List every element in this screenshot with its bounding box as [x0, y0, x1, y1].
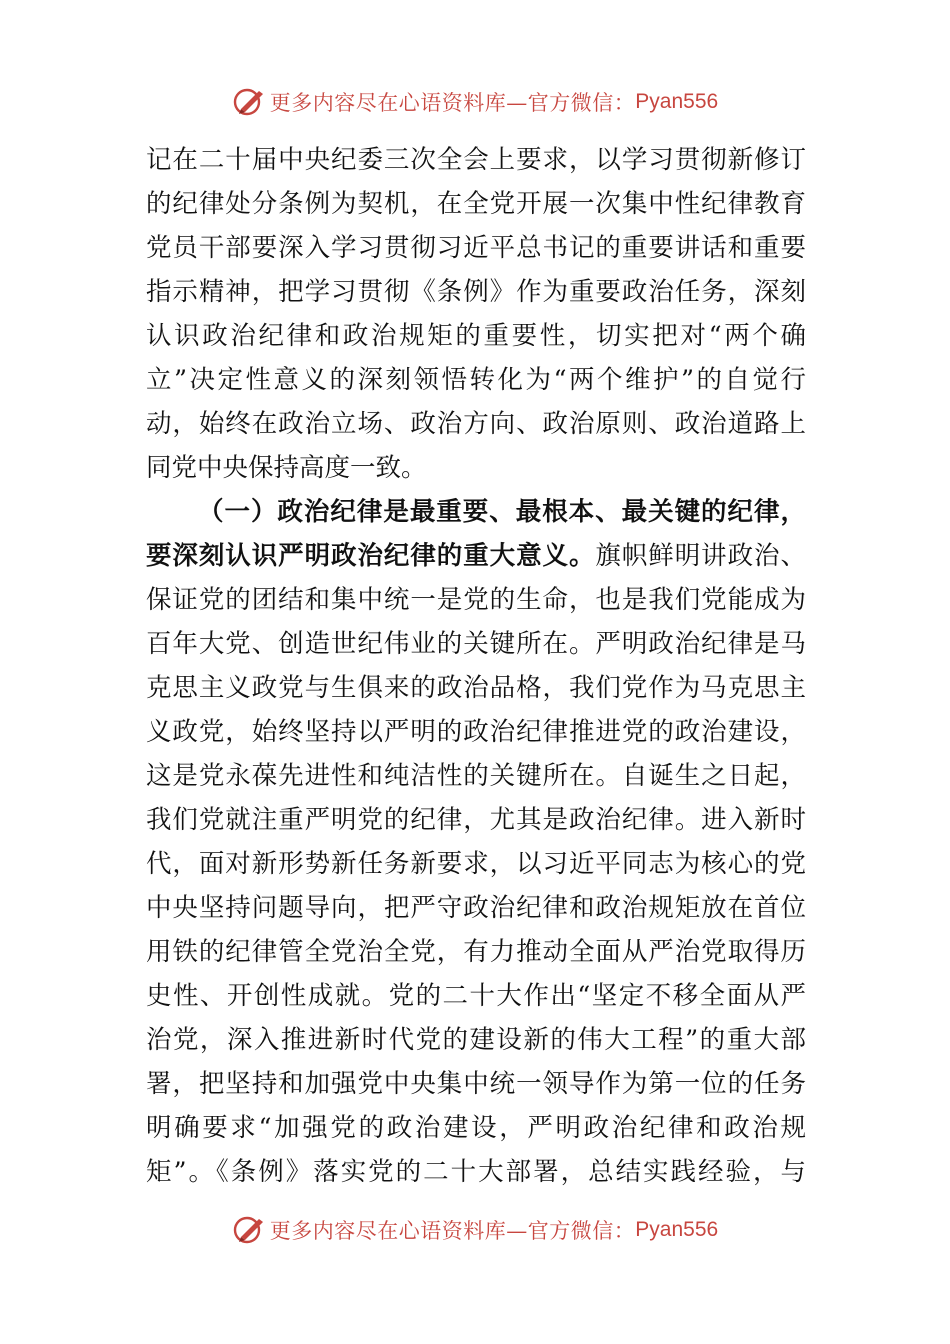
text-line: 史性、开创性成就。党的二十大作出“坚定不移全面从严 — [146, 981, 806, 1011]
text-line: 保证党的团结和集中统一是党的生命，也是我们党能成为 — [146, 585, 806, 615]
text-line: 克思主义政党与生俱来的政治品格，我们党作为马克思主 — [146, 673, 806, 703]
text-line: 我们党就注重严明党的纪律，尤其是政治纪律。进入新时 — [146, 805, 806, 835]
heading-bold-text: 要深刻认识严明政治纪律的重大意义。 — [146, 541, 596, 571]
text-line: 义政党，始终坚持以严明的政治纪律推进党的政治建设， — [146, 717, 806, 747]
text-line: 明确要求“加强党的政治建设，严明政治纪律和政治规 — [146, 1113, 806, 1143]
section-heading-continued — [146, 534, 806, 578]
text-line: 同党中央保持高度一致。 — [146, 453, 427, 483]
text-line: 认识政治纪律和政治规矩的重要性，切实把对“两个确 — [146, 321, 806, 351]
text-line: 的纪律处分条例为契机，在全党开展一次集中性纪律教育 — [146, 189, 806, 219]
pen-circle-logo-icon — [232, 1213, 266, 1247]
header-banner — [0, 82, 950, 122]
text-line: 代，面对新形势新任务新要求，以习近平同志为核心的党 — [146, 849, 806, 879]
text-line: 治党，深入推进新时代党的建设新的伟大工程”的重大部 — [146, 1025, 806, 1055]
text-line: 这是党永葆先进性和纯洁性的关键所在。自诞生之日起， — [146, 761, 806, 791]
text-line: 百年大党、创造世纪伟业的关键所在。严明政治纪律是马 — [146, 629, 806, 659]
text-line: 署，把坚持和加强党中央集中统一领导作为第一位的任务 — [146, 1069, 806, 1099]
document-body — [146, 138, 806, 1194]
text-line: 记在二十届中央纪委三次全会上要求，以学习贯彻新修订 — [146, 145, 806, 175]
text-line: 立”决定性意义的深刻领悟转化为“两个维护”的自觉行 — [146, 365, 806, 395]
pen-circle-logo-icon — [232, 85, 266, 119]
section-heading: （一）政治纪律是最重要、最根本、最关键的纪律， — [198, 497, 806, 527]
text-line: 动，始终在政治立场、政治方向、政治原则、政治道路上 — [146, 409, 806, 439]
text-line: 中央坚持问题导向，把严守政治纪律和政治规矩放在首位 — [146, 893, 806, 923]
banner-text: 更多内容尽在心语资料库—官方微信： — [269, 1219, 636, 1243]
banner-wechat-id: Pyan556 — [635, 90, 719, 113]
text-line: 党员干部要深入学习贯彻习近平总书记的重要讲话和重要 — [146, 233, 806, 263]
banner-text: 更多内容尽在心语资料库—官方微信： — [269, 91, 636, 115]
text-line: 指示精神，把学习贯彻《条例》作为重要政治任务，深刻 — [146, 277, 806, 307]
footer-banner — [0, 1210, 950, 1250]
text-line: 矩”。《条例》落实党的二十大部署，总结实践经验，与 — [146, 1157, 806, 1187]
paragraph-text: 旗帜鲜明讲政治、 — [595, 541, 806, 571]
banner-wechat-id: Pyan556 — [635, 1218, 719, 1241]
text-line: 用铁的纪律管全党治全党，有力推动全面从严治党取得历 — [146, 937, 806, 967]
